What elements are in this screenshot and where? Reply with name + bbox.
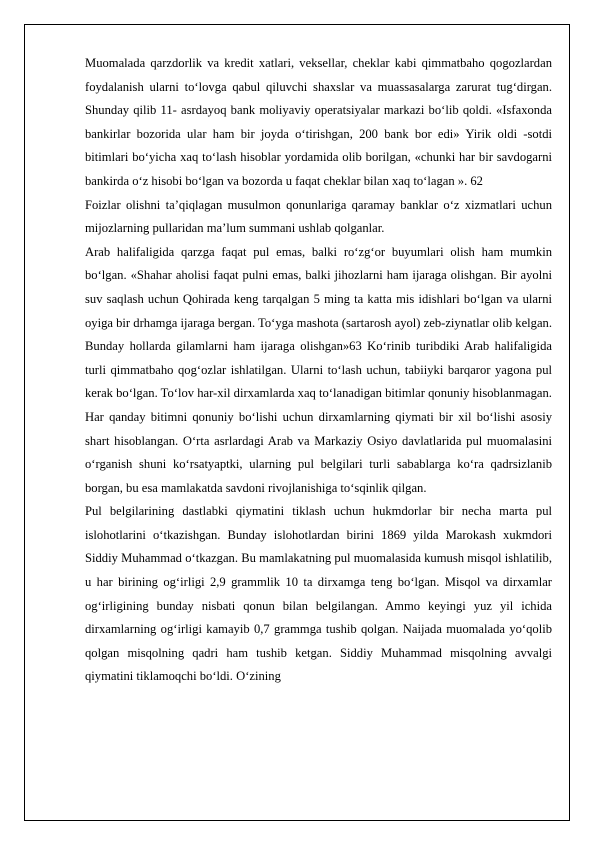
paragraph-5: Pul belgilarining dastlabki qiymatini tiklash uchun hukmdorlar bir necha marta pul islohotlarini o‘tkazishgan. Bunday islohotlardan birini 1869 yilda Marokash xukmdori Siddiy Muhammad o‘tkazgan. Bu mamlakatning pul muomalasida kumush misqol ishlatilib, u har birining og‘irligi 2,9 grammlik 10 ta dirxamga teng bo‘lgan. Misqol va dirxamlar og‘irligining bunday nisbati qonun bilan belgilangan. Ammo keyingi yuz yil ichida dirxamlarning og‘irligi kamayib 0,7 grammga tushib qolgan. Naijada muomalada yo‘qolib qolgan misqolning qadri ham tushib ketgan. Siddiy Muhammad misqolning avvalgi qiymatini tiklamoqchi bo‘ldi. O‘zining	[85, 504, 552, 684]
paragraph-2: Foizlar olishni ta’qiqlagan musulmon qonunlariga qaramay banklar o‘z xizmatlari uchun mijozlarning pullaridan ma’lum summani ushlab qolganlar.	[85, 197, 552, 236]
paragraph-1: Muomalada qarzdorlik va kredit xatlari, veksellar, cheklar kabi qimmatbaho qogozlardan foydalanish ularni to‘lovga qabul qiluvchi shaxslar va muassasalarga zarurat tug‘dirgan. Shunday qilib 11- asrdayoq bank moliyaviy operatsiyalar markazi bo‘lib qoldi. «Isfaxonda bankirlar bozorida ular ham bir joyda o‘tirishgan, 200 bank bor edi» Yirik oldi -sotdi bitimlari bo‘yicha xaq to‘lash hisoblar yordamida olib borilgan, «chunki har bir savdogarni bankirda o‘z hisobi bo‘lgan va bozorda u faqat cheklar bilan xaq to‘lagan ». 62	[85, 56, 552, 188]
document-body	[85, 52, 552, 689]
paragraph-4: Har qanday bitimni qonuniy bo‘lishi uchun dirxamlarning qiymati bir xil bo‘lishi asosiy shart hisoblangan. O‘rta asrlardagi Arab va Markaziy Osiyo davlatlarida pul muomalasini o‘rganish shuni ko‘rsatyaptki, ularning pul belgilari turli sabablarga ko‘ra qadrsizlanib borgan, bu esa mamlakatda savdoni rivojlanishiga to‘sqinlik qilgan.	[85, 409, 552, 495]
paragraph-3: Arab halifaligida qarzga faqat pul emas, balki ro‘zg‘or buyumlari olish ham mumkin bo‘lgan. «Shahar aholisi faqat pulni emas, balki jihozlarni ham ijaraga olishgan. Bir ayolni suv saqlash uchun Qohirada keng tarqalgan 5 ming ta katta mis idishlari bo‘lgan va ularni oyiga bir drhamga ijaraga bergan. To‘yga mashota (sartarosh ayol) zeb-ziynatlar olib kelgan. Bunday hollarda gilamlarni ham ijaraga olishgan»63 Ko‘rinib turibdiki Arab halifaligida turli qimmatbaho qog‘ozlar ishlatilgan. Ularni to‘lash uchun, tabiiyki barqaror yagona pul kerak bo‘lgan. To‘lov har-xil dirxamlarda xaq to‘lanadigan bitimlar qonuniy hisoblanmagan.	[85, 244, 552, 401]
